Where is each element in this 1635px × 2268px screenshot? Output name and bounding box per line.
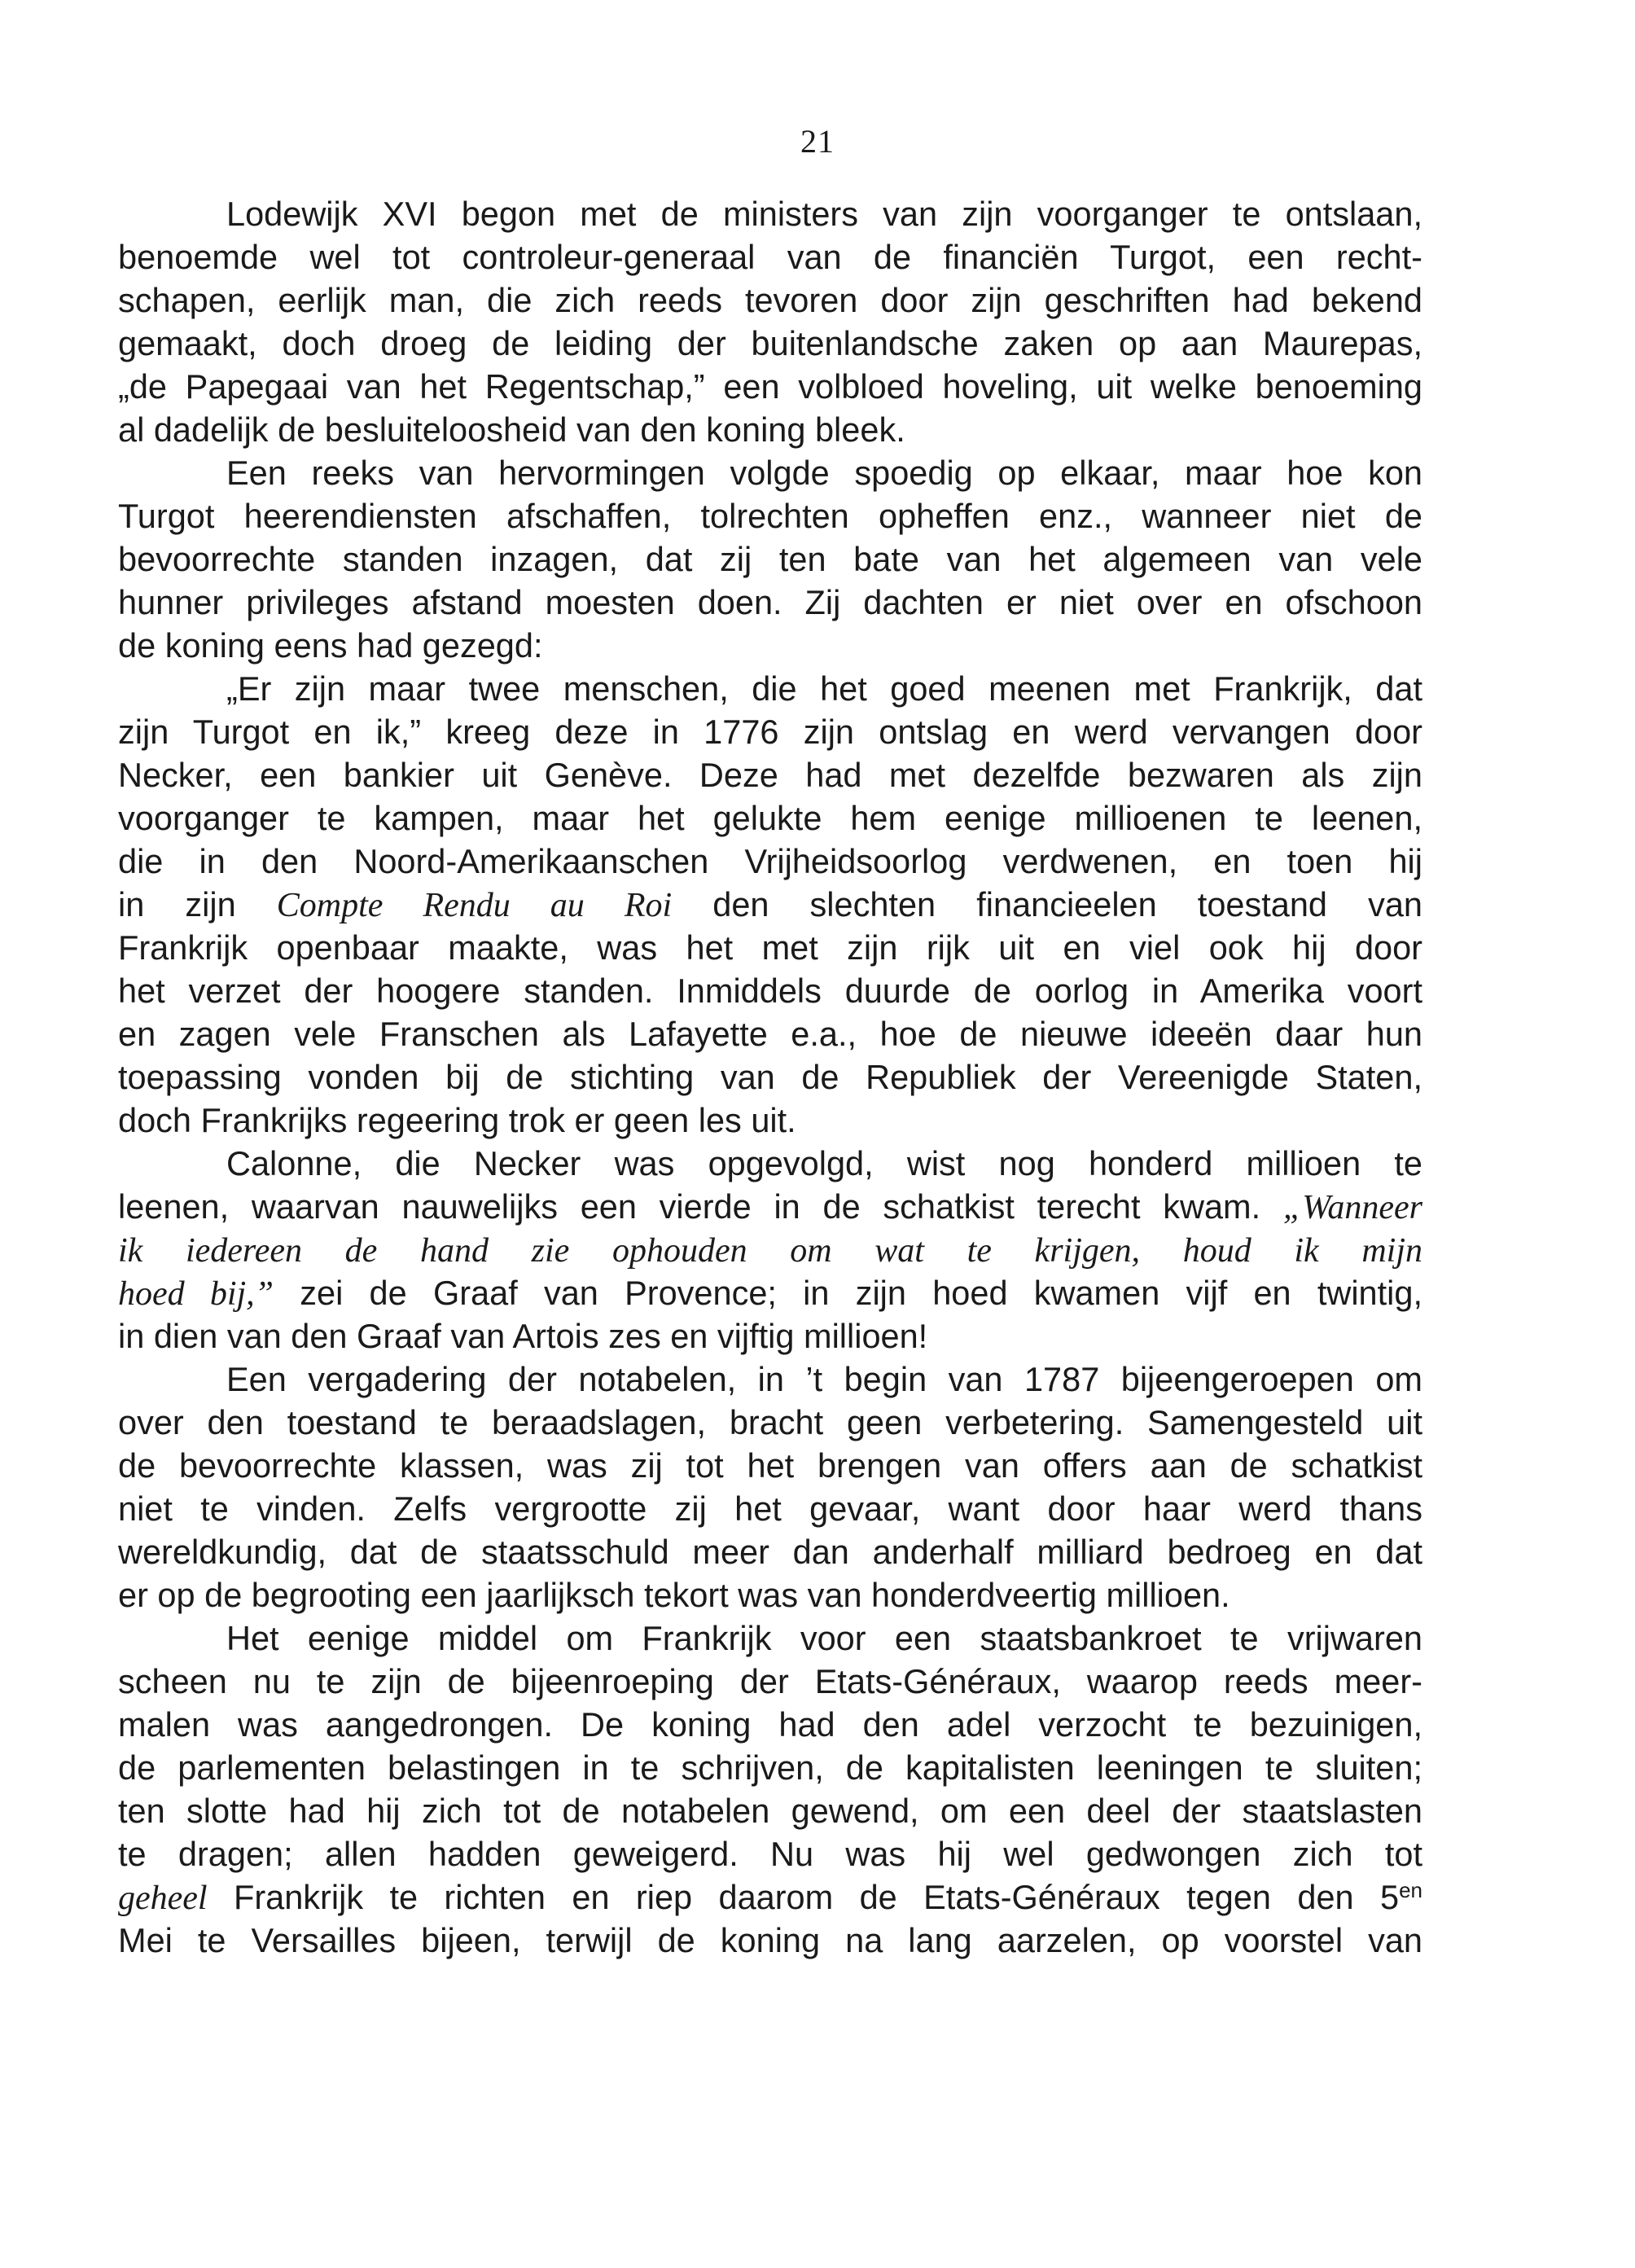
italic-run: ik iedereen de hand zie ophouden om wat te krijgen, houd ik mijn (118, 1232, 1422, 1270)
text-run: schapen, eerlijk man, die zich reeds tevoren door zijn geschriften had bekend (118, 281, 1422, 319)
text-line (118, 1185, 1422, 1228)
text-line (118, 322, 1422, 365)
text-line (118, 926, 1422, 969)
text-line (118, 581, 1422, 624)
text-run: ten slotte had hij zich tot de notabelen gewend, om een deel der staatslasten (118, 1792, 1422, 1830)
superscript: en (1399, 1878, 1422, 1902)
text-line (118, 1228, 1422, 1271)
text-run: leenen, waarvan nauwelijks een vierde in de schatkist terecht kwam. (118, 1187, 1283, 1226)
text-line (118, 1875, 1422, 1919)
paragraph (118, 451, 1422, 667)
text-line (118, 1271, 1422, 1314)
text-run: Lodewijk XVI begon met de ministers van zijn voorganger te ontslaan, (226, 195, 1422, 233)
text-line (118, 494, 1422, 537)
text-line (118, 796, 1422, 840)
text-run: Het eenige middel om Frankrijk voor een staatsbankroet te vrijwaren (226, 1619, 1422, 1657)
text-run: Mei te Versailles bijeen, terwijl de koning na lang aarzelen, op voorstel van (118, 1921, 1422, 1959)
italic-run: Compte Rendu au Roi (276, 887, 673, 924)
paragraph (118, 1358, 1422, 1617)
text-run: benoemde wel tot controleur-generaal van de financiën Turgot, een recht- (118, 238, 1422, 276)
text-line (118, 710, 1422, 753)
text-line (118, 1358, 1422, 1401)
text-run: voorganger te kampen, maar het gelukte hem eenige millioenen te leenen, (118, 799, 1422, 837)
text-run: zei de Graaf van Provence; in zijn hoed kwamen vijf en twintig, (274, 1274, 1422, 1312)
text-run: wereldkundig, dat de staatsschuld meer dan anderhalf milliard bedroeg en dat (118, 1533, 1422, 1571)
text-run: en zagen vele Franschen als Lafayette e.a., hoe de nieuwe ideeën daar hun (118, 1015, 1422, 1053)
text-line (118, 667, 1422, 710)
text-run: „Er zijn maar twee menschen, die het goed meenen met Frankrijk, dat (226, 669, 1422, 708)
text-run: over den toestand te beraadslagen, bracht geen verbetering. Samengesteld uit (118, 1403, 1422, 1441)
paragraph (118, 667, 1422, 1142)
text-line (118, 537, 1422, 581)
text-line (118, 235, 1422, 279)
text-line (118, 365, 1422, 408)
text-run: te dragen; allen hadden geweigerd. Nu was hij wel gedwongen zich tot (118, 1835, 1422, 1873)
text-run: Calonne, die Necker was opgevolgd, wist nog honderd millioen te (226, 1144, 1422, 1182)
italic-run: geheel (118, 1880, 208, 1917)
text-run: bevoorrechte standen inzagen, dat zij ten bate van het algemeen van vele (118, 540, 1422, 578)
text-run: den slechten financieelen toestand van (672, 885, 1422, 923)
text-line (118, 753, 1422, 796)
text-run: niet te vinden. Zelfs vergrootte zij het gevaar, want door haar werd thans (118, 1489, 1422, 1528)
text-run: Frankrijk te richten en riep daarom de Etats-Généraux tegen den 5 (207, 1878, 1400, 1916)
paragraph (118, 192, 1422, 451)
text-line (118, 624, 1422, 667)
paragraph (118, 1142, 1422, 1358)
text-run: het verzet der hoogere standen. Inmiddels duurde de oorlog in Amerika voort (118, 972, 1422, 1010)
text-run: „de Papegaai van het Regentschap,” een volbloed hoveling, uit welke benoeming (118, 367, 1422, 406)
text-line (118, 1832, 1422, 1875)
text-line (118, 1789, 1422, 1832)
text-line (118, 1530, 1422, 1573)
text-run: zijn Turgot en ik,” kreeg deze in 1776 zijn ontslag en werd vervangen door (118, 713, 1422, 751)
text-line (118, 279, 1422, 322)
text-line (118, 840, 1422, 883)
text-run: al dadelijk de besluiteloosheid van den koning bleek. (118, 410, 905, 449)
text-line (118, 883, 1422, 926)
italic-run: hoed bij,” (118, 1275, 274, 1313)
body-text (118, 192, 1422, 1962)
text-run: gemaakt, doch droeg de leiding der buitenlandsche zaken op aan Maurepas, (118, 324, 1422, 362)
text-line (118, 1142, 1422, 1185)
text-run: Een reeks van hervormingen volgde spoedig op elkaar, maar hoe kon (226, 454, 1422, 492)
text-line (118, 1660, 1422, 1703)
text-run: de parlementen belastingen in te schrijven, de kapitalisten leeningen te sluiten; (118, 1748, 1422, 1787)
text-run: die in den Noord-Amerikaanschen Vrijheidsoorlog verdwenen, en toen hij (118, 842, 1422, 880)
paragraph (118, 1617, 1422, 1962)
text-run: Turgot heerendiensten afschaffen, tolrechten opheffen enz., wanneer niet de (118, 497, 1422, 535)
text-line (118, 1703, 1422, 1746)
text-run: de koning eens had gezegd: (118, 626, 543, 665)
text-line (118, 1314, 1422, 1358)
text-line (118, 1573, 1422, 1617)
text-run: toepassing vonden bij de stichting van de Republiek der Vereenigde Staten, (118, 1058, 1422, 1096)
text-line (118, 1746, 1422, 1789)
text-line (118, 1919, 1422, 1962)
text-line (118, 969, 1422, 1012)
text-line (118, 451, 1422, 494)
text-run: de bevoorrechte klassen, was zij tot het brengen van offers aan de schatkist (118, 1446, 1422, 1485)
text-line (118, 192, 1422, 235)
text-run: in zijn (118, 885, 277, 923)
text-run: scheen nu te zijn de bijeenroeping der Etats-Généraux, waarop reeds meer- (118, 1662, 1422, 1700)
text-line (118, 1401, 1422, 1444)
text-run: malen was aangedrongen. De koning had den adel verzocht te bezuinigen, (118, 1705, 1422, 1744)
text-line (118, 1487, 1422, 1530)
text-run: Een vergadering der notabelen, in ’t begin van 1787 bijeengeroepen om (226, 1360, 1422, 1398)
text-line (118, 1012, 1422, 1055)
text-run: in dien van den Graaf van Artois zes en vijftig millioen! (118, 1317, 928, 1355)
text-line (118, 1099, 1422, 1142)
text-line (118, 408, 1422, 451)
text-run: Necker, een bankier uit Genève. Deze had met dezelfde bezwaren als zijn (118, 756, 1422, 794)
text-line (118, 1055, 1422, 1099)
text-run: er op de begrooting een jaarlijksch tekort was van honderdveertig millioen. (118, 1576, 1230, 1614)
text-run: hunner privileges afstand moesten doen. Zij dachten er niet over en ofschoon (118, 583, 1422, 621)
text-line (118, 1617, 1422, 1660)
text-run: doch Frankrijks regeering trok er geen les uit. (118, 1101, 796, 1139)
page-number: 21 (800, 123, 835, 160)
text-line (118, 1444, 1422, 1487)
italic-run: „Wanneer (1282, 1189, 1422, 1226)
text-run: Frankrijk openbaar maakte, was het met zijn rijk uit en viel ook hij door (118, 928, 1422, 967)
